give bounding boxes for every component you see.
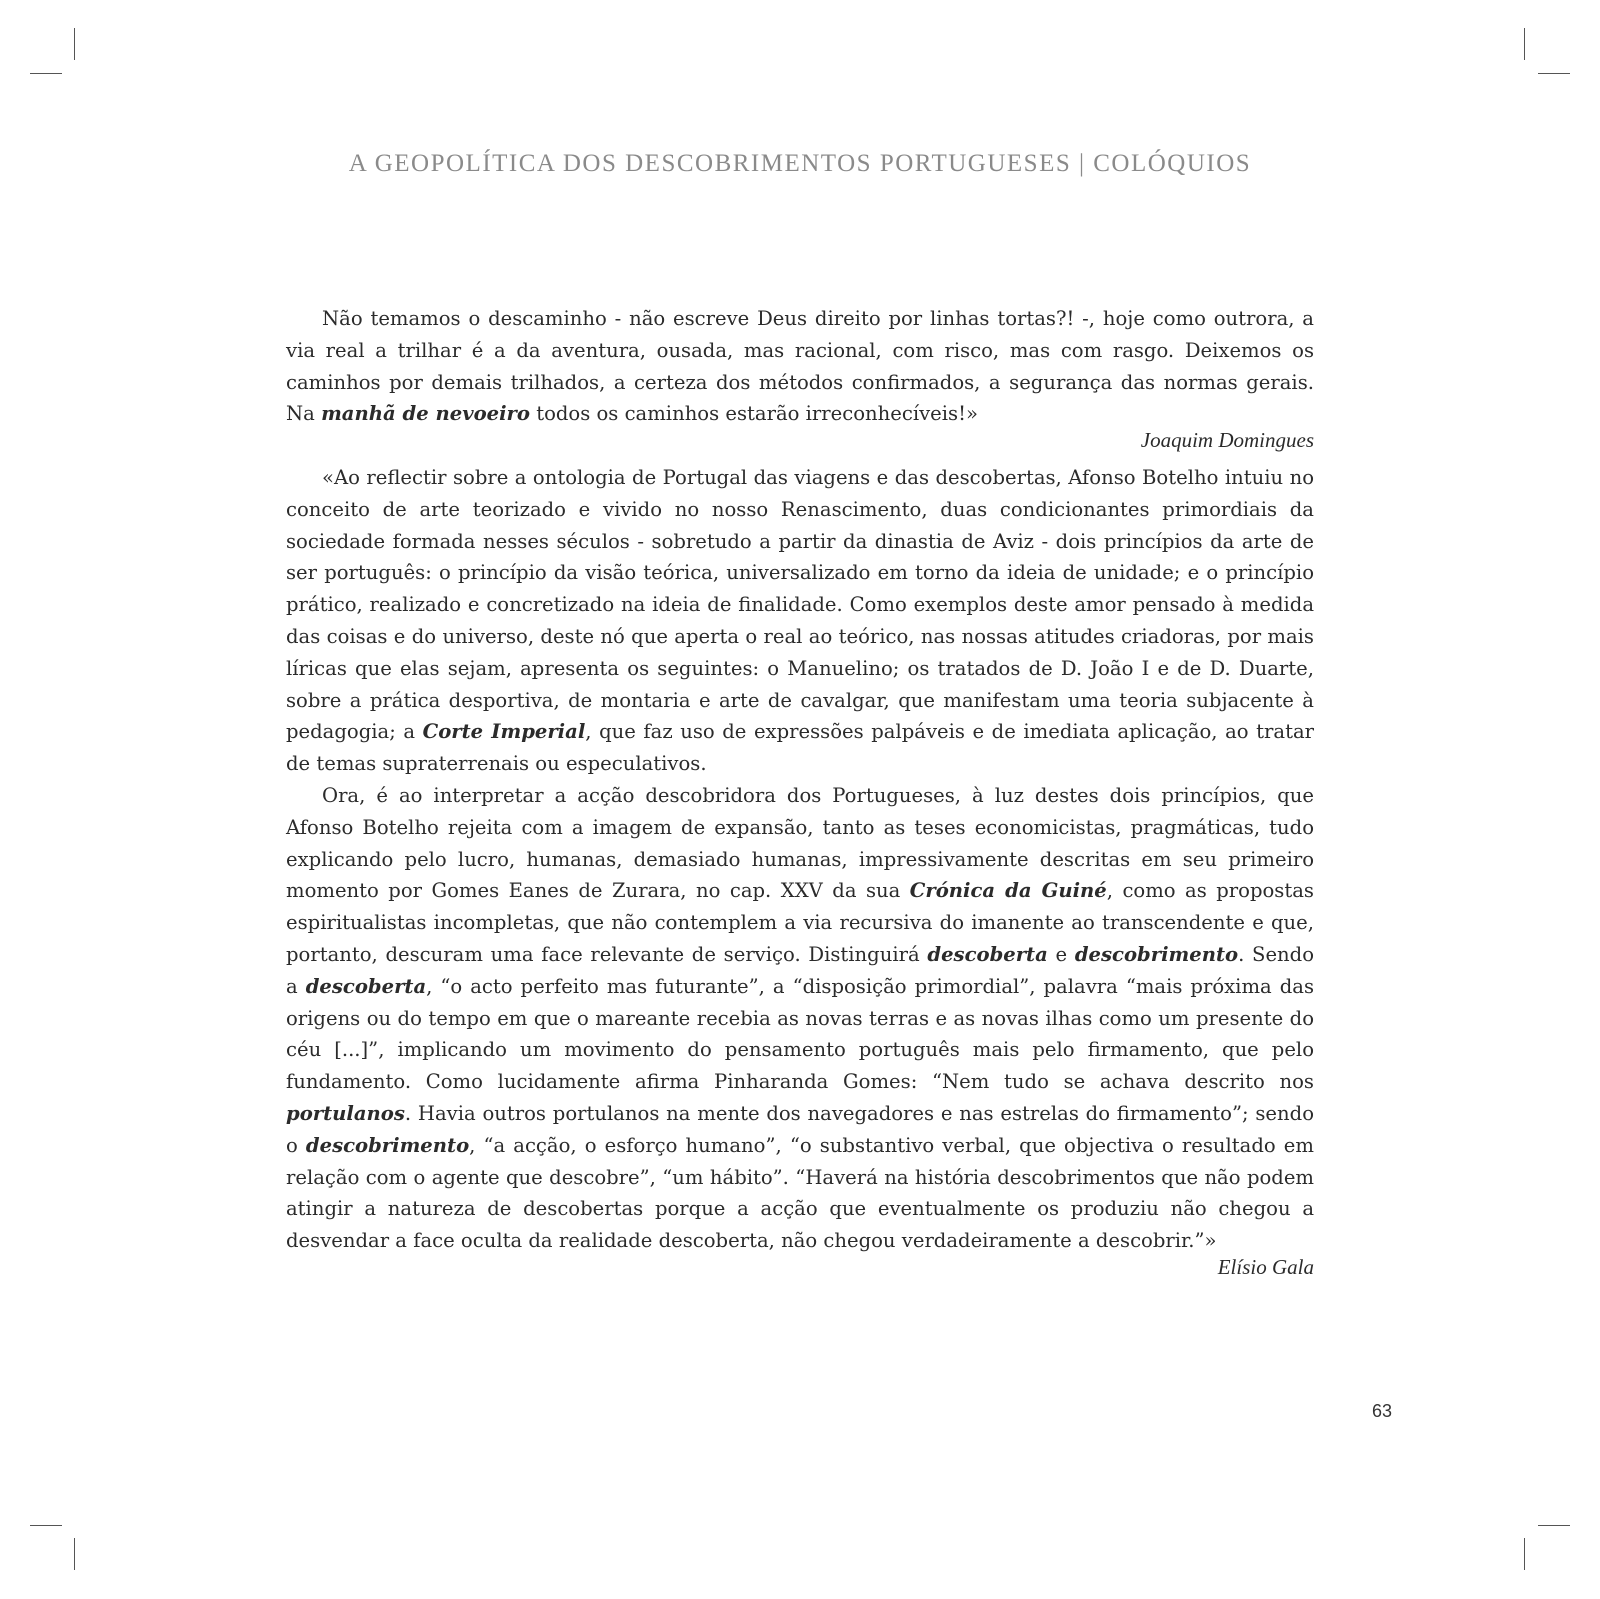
quote-joaquim-domingues: [286, 303, 1314, 454]
crop-mark: [1524, 1538, 1525, 1570]
crop-mark: [1538, 73, 1570, 74]
paragraph: Ora, é ao interpretar a acção descobridora dos Portugueses, à luz destes dois princípios, que Afonso Botelho rejeita com a imagem de expansão, tanto as teses economicistas, pragmáticas, tudo explicando pelo lucro, humanas, demasiado humanas, impressivamente descritas em seu primeiro momento por Gomes Eanes de Zurara, no cap. XXV da sua Crónica da Guiné, como as propostas espiritualistas incompletas, que não contemplem a via recursiva do imanente ao transcendente e que, portanto, descuram uma face relevante de serviço. Distinguirá descoberta e descobrimento. Sendo a descoberta, “o acto perfeito mas futurante”, a “disposição primordial”, palavra “mais próxima das origens ou do tempo em que o mareante recebia as novas terras e as novas ilhas como um presente do céu [...]”, implicando um movimento do pensamento português mais pelo firmamento, que pelo fundamento. Como lucidamente afirma Pinharanda Gomes: “Nem tudo se achava descrito nos portulanos. Havia outros portulanos na mente dos navegadores e nas estrelas do firmamento”; sendo o descobrimento, “a acção, o esforço humano”, “o substantivo verbal, que objectiva o resultado em relação com o agente que descobre”, “um hábito”. “Haverá na história descobrimentos que não podem atingir a natureza de descobertas porque a acção que eventualmente os produziu não chegou a desvendar a face oculta da realidade descoberta, não chegou verdadeiramente a descobrir.”»: [286, 783, 1314, 1253]
crop-mark: [74, 1538, 75, 1570]
crop-mark: [1538, 1525, 1570, 1526]
crop-mark: [30, 73, 62, 74]
crop-mark: [30, 1525, 62, 1526]
paragraph: «Ao reflectir sobre a ontologia de Portugal das viagens e das descobertas, Afonso Botelho intuiu no conceito de arte teorizado e vivido no nosso Renascimento, duas condicionantes primordiais da sociedade formada nesses séculos - sobretudo a partir da dinastia de Aviz - dois princípios da arte de ser português: o princípio da visão teórica, universalizado em torno da ideia de unidade; e o princípio prático, realizado e concretizado na ideia de finalidade. Como exemplos deste amor pensado à medida das coisas e do universo, deste nó que aperta o real ao teórico, nas nossas atitudes criadoras, por mais líricas que elas sejam, apresenta os seguintes: o Manuelino; os tratados de D. João I e de D. Duarte, sobre a prática desportiva, de montaria e arte de cavalgar, que manifestam uma teoria subjacente à pedagogia; a Corte Imperial, que faz uso de expressões palpáveis e de imediata aplicação, ao tratar de temas supraterrenais ou especulativos.: [286, 466, 1315, 776]
quote-author: Joaquim Domingues: [1140, 428, 1314, 453]
running-header: A GEOPOLÍTICA DOS DESCOBRIMENTOS PORTUGUESES | COLÓQUIOS: [348, 150, 1252, 177]
page-number: 63: [1371, 1401, 1392, 1421]
crop-mark: [74, 28, 75, 60]
crop-mark: [1524, 28, 1525, 60]
quote-author: Elísio Gala: [1217, 1254, 1314, 1279]
quote-elisio-gala: [286, 462, 1314, 1281]
paragraph: Não temamos o descaminho - não escreve Deus direito por linhas tortas?! -, hoje como outrora, a via real a trilhar é a da aventura, ousada, mas racional, com risco, mas com rasgo. Deixemos os caminhos por demais trilhados, a certeza dos métodos confirmados, a segurança das normas gerais. Na manhã de nevoeiro todos os caminhos estarão irreconhecíveis!»: [286, 307, 1314, 426]
